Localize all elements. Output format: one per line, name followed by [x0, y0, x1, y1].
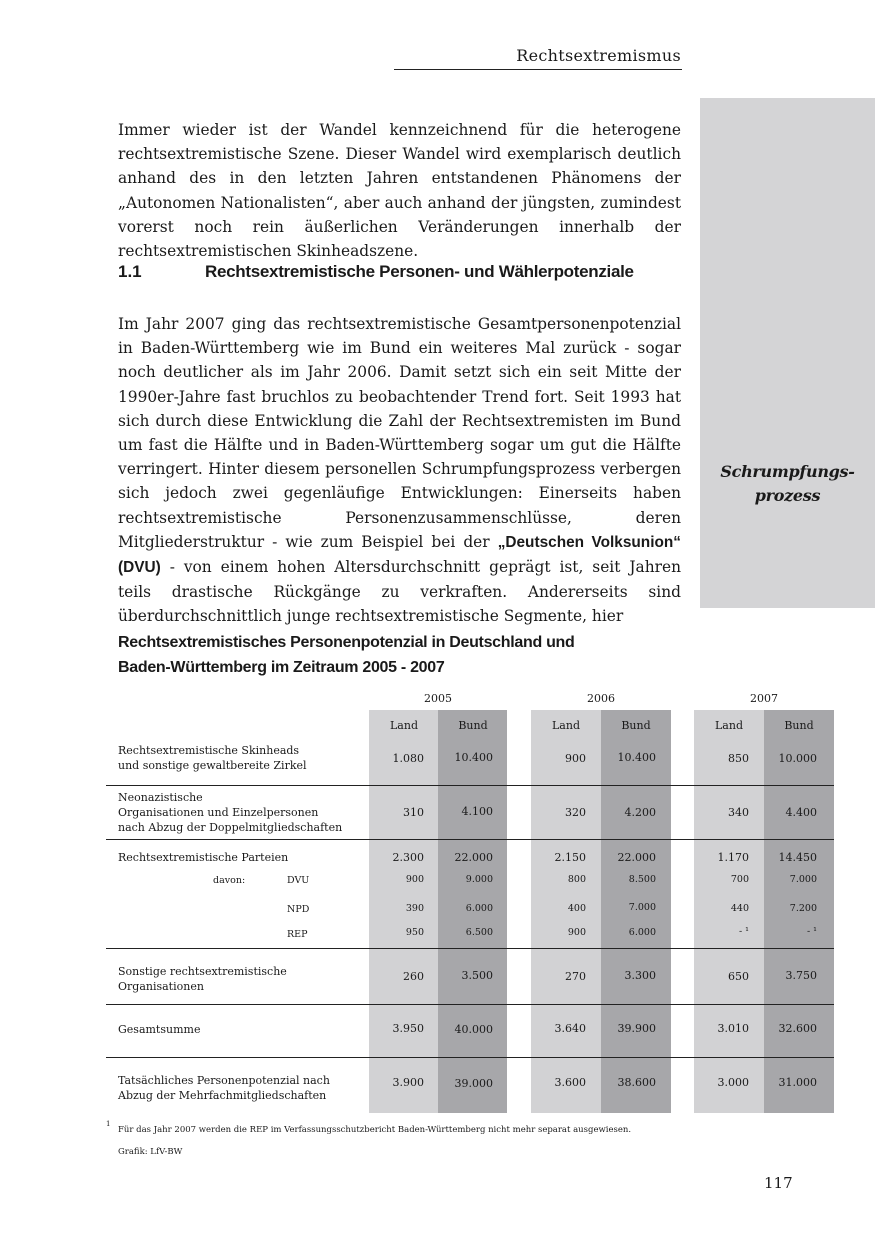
table-cell: 900 [565, 752, 586, 765]
table-cell: 3.950 [392, 1022, 424, 1035]
table-cell: 2.150 [554, 851, 586, 864]
graphic-credit: Grafik: LfV-BW [118, 1147, 183, 1157]
dvu-highlight: „Deutschen Volksunion“ (DVU) [118, 533, 681, 577]
row-label-skinheads [118, 743, 307, 773]
row-label-line: und sonstige gewaltbereite Zirkel [118, 759, 307, 772]
row-label-parteien: Rechtsextremistische Parteien [118, 851, 289, 864]
davon-label: davon: [213, 875, 246, 886]
table-cell: 39.900 [617, 1022, 656, 1035]
table-cell: 3.500 [461, 969, 493, 982]
table-cell: 10.000 [778, 752, 817, 765]
row-label-dvu: DVU [287, 875, 310, 886]
table-cell: 310 [403, 806, 424, 819]
table-cell: 340 [728, 806, 749, 819]
table-cell: 3.300 [624, 969, 656, 982]
table-cell: 1.170 [717, 851, 749, 864]
table-cell: 39.000 [454, 1077, 493, 1090]
table-cell: 3.000 [717, 1076, 749, 1089]
row-label-npd: NPD [287, 904, 310, 915]
running-header: Rechtsextremismus [516, 46, 681, 65]
table-cell: 8.500 [628, 874, 656, 885]
table-cell: 3.900 [392, 1076, 424, 1089]
year-header: 2005 [424, 692, 452, 705]
table-title [118, 630, 575, 680]
section-title: Rechtsextremistische Personen- und Wählerpotenziale [205, 262, 634, 281]
footnote: Für das Jahr 2007 werden die REP im Verfassungsschutzbericht Baden-Württemberg nicht mehr separat ausgewiesen. [118, 1125, 632, 1135]
table-cell: 10.400 [454, 751, 493, 764]
subheader-land: Land [552, 719, 580, 732]
year-header: 2006 [587, 692, 615, 705]
table-cell: 14.450 [778, 851, 817, 864]
table-cell: 9.000 [465, 874, 493, 885]
table-cell: 3.600 [554, 1076, 586, 1089]
table-cell: 22.000 [454, 851, 493, 864]
row-divider [106, 1004, 834, 1005]
table-cell: 7.200 [789, 903, 817, 914]
table-cell: 800 [567, 874, 586, 885]
row-label-line: Tatsächliches Personenpotenzial nach [118, 1074, 330, 1087]
table-cell: 700 [730, 874, 749, 885]
table-cell: 3.750 [785, 969, 817, 982]
table-cell: 38.600 [617, 1076, 656, 1089]
margin-note [700, 460, 875, 508]
row-divider [106, 785, 834, 786]
footnote-mark: 1 [106, 1120, 111, 1128]
row-label-sonstige [118, 964, 287, 994]
section-number: 1.1 [118, 262, 142, 281]
row-label-line: Neonazistische [118, 791, 203, 804]
table-title-line1: Rechtsextremistisches Personenpotenzial in Deutschland und [118, 634, 575, 651]
subheader-bund: Bund [784, 719, 814, 732]
body-text-after: - von einem hohen Altersdurchschnitt geprägt ist, seit Jahren teils drastische Rückgänge zu verkraften. Andererseits sind überdurchschnittlich junge rechtsextremistische Segmente, hier [118, 558, 681, 626]
body-paragraph [118, 312, 681, 629]
year-header: 2007 [750, 692, 778, 705]
table-cell: 3.010 [717, 1022, 749, 1035]
table-cell: 320 [565, 806, 586, 819]
table-cell: 40.000 [454, 1023, 493, 1036]
table-cell: 4.100 [461, 805, 493, 818]
margin-note-line2: prozess [754, 486, 821, 505]
table-cell: 31.000 [778, 1076, 817, 1089]
table-cell: 270 [565, 970, 586, 983]
row-label-line: Sonstige rechtsextremistische [118, 965, 287, 978]
row-label-line: Organisationen [118, 980, 204, 993]
margin-sidebar [700, 98, 875, 608]
table-cell: 4.400 [785, 806, 817, 819]
table-cell: 390 [405, 903, 424, 914]
table-cell: - ¹ [806, 926, 817, 937]
row-label-line: Abzug der Mehrfachmitgliedschaften [118, 1089, 327, 1102]
table-cell: 950 [405, 927, 424, 938]
table-cell: 7.000 [789, 874, 817, 885]
table-cell: 900 [567, 927, 586, 938]
table-cell: 850 [728, 752, 749, 765]
row-divider [106, 1057, 834, 1058]
intro-paragraph: Immer wieder ist der Wandel kennzeichnend für die heterogene rechtsextremistische Szene. Dieser Wandel wird exemplarisch deutlich anhand des in den letzten Jahren entstandenen Phänomens der „Autonomen Nationalisten“, aber auch anhand der jüngsten, zumindest vorerst noch rein äußerlichen Veränderungen innerhalb der rechtsextremistischen Skinheadszene. [118, 121, 681, 261]
table-cell: 650 [728, 970, 749, 983]
subheader-bund: Bund [458, 719, 488, 732]
table-cell: 440 [730, 903, 749, 914]
table-cell: 6.000 [628, 927, 656, 938]
row-label-line: nach Abzug der Doppelmitgliedschaften [118, 821, 343, 834]
table-cell: 4.200 [624, 806, 656, 819]
table-cell: 32.600 [778, 1022, 817, 1035]
table-cell: 10.400 [617, 751, 656, 764]
row-divider [106, 948, 834, 949]
margin-note-line1: Schrumpfungs- [720, 462, 855, 481]
row-label-line: Organisationen und Einzelpersonen [118, 806, 319, 819]
body-text-before: Im Jahr 2007 ging das rechtsextremistische Gesamtpersonenpotenzial in Baden-Württemberg wie im Bund ein weiteres Mal zurück - sogar noch deutlicher als im Jahr 2006. Damit setzt sich ein seit Mitte der 1990er-Jahre fast bruchlos zu beobachtender Trend fort. Seit 1993 hat sich durch diese Entwicklung die Zahl der Rechtsextremisten im Bund um fast die Hälfte und in Baden-Württemberg sogar um gut die Hälfte verringert. Hinter diesem personellen Schrumpfungsprozess verbergen sich jedoch zwei gegenläufige Entwicklungen: Einerseits haben rechtsextremistische Personenzusammenschlüsse, deren Mitgliederstruktur - wie zum Beispiel bei der [118, 315, 681, 551]
row-divider [106, 839, 834, 840]
table-cell: 3.640 [554, 1022, 586, 1035]
header-rule [394, 69, 682, 70]
table-cell: 900 [405, 874, 424, 885]
row-label-line: Rechtsextremistische Skinheads [118, 744, 300, 757]
table-cell: 22.000 [617, 851, 656, 864]
row-label-tatsaechlich [118, 1073, 330, 1103]
table-cell: 7.000 [628, 902, 656, 913]
table-cell: 6.000 [465, 903, 493, 914]
table-cell: 2.300 [392, 851, 424, 864]
table-cell: 1.080 [392, 752, 424, 765]
row-label-gesamtsumme: Gesamtsumme [118, 1023, 201, 1036]
subheader-bund: Bund [621, 719, 651, 732]
table-cell: - ¹ [738, 926, 749, 937]
table-cell: 6.500 [465, 927, 493, 938]
row-label-rep: REP [287, 929, 308, 940]
subheader-land: Land [390, 719, 418, 732]
subheader-land: Land [715, 719, 743, 732]
row-label-neonazi [118, 790, 342, 835]
page-number: 117 [764, 1174, 793, 1192]
table-title-line2: Baden-Württemberg im Zeitraum 2005 - 2007 [118, 659, 445, 676]
table-cell: 400 [567, 903, 586, 914]
table-cell: 260 [403, 970, 424, 983]
